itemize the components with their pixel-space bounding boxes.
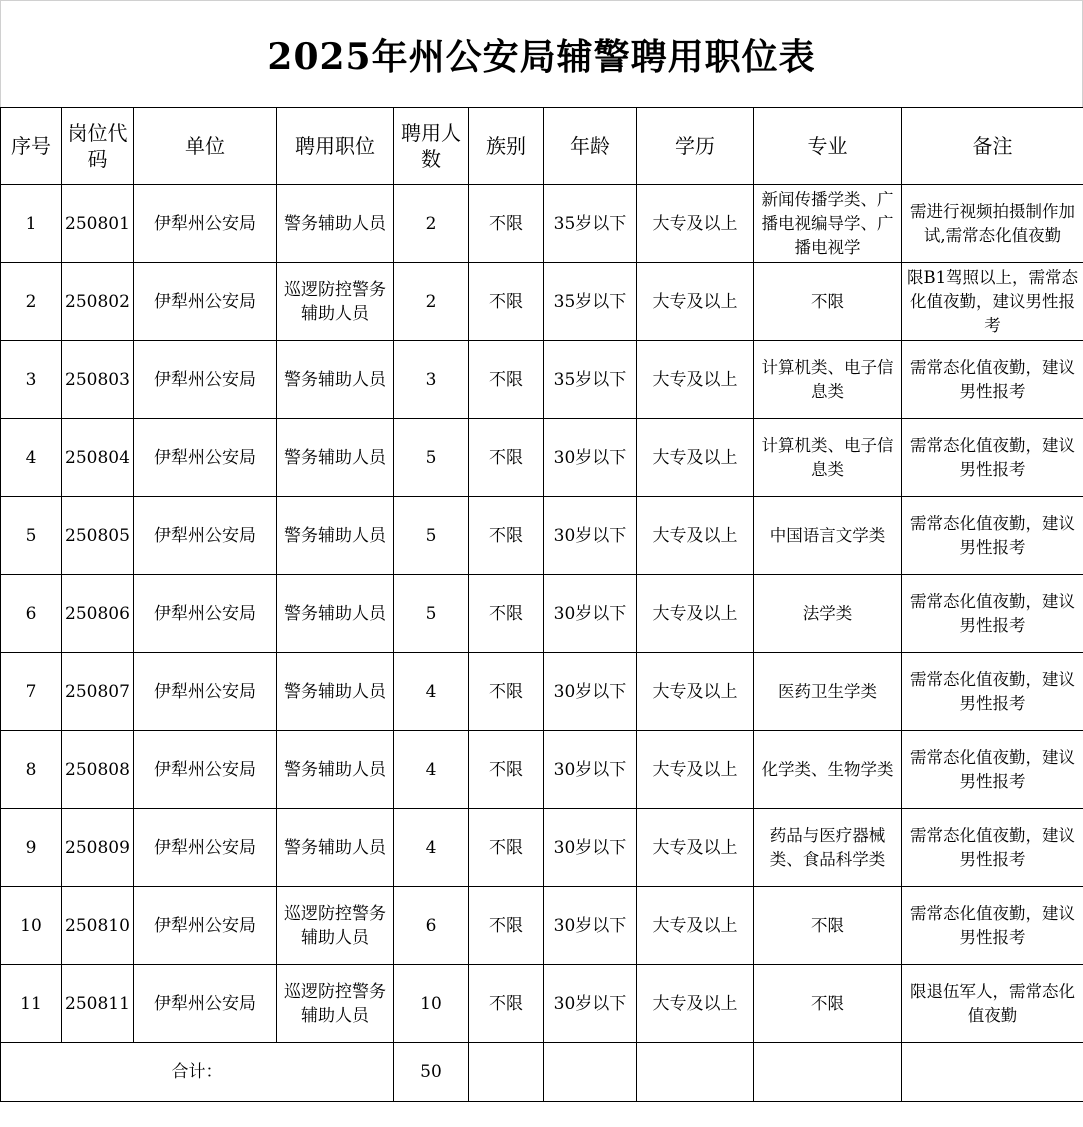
cell-index: 6 <box>1 575 62 653</box>
cell-position: 警务辅助人员 <box>277 497 394 575</box>
cell-count: 5 <box>394 575 469 653</box>
cell-code: 250804 <box>62 419 134 497</box>
cell-ethnicity: 不限 <box>469 263 544 341</box>
header-unit: 单位 <box>134 108 277 185</box>
cell-major: 中国语言文学类 <box>754 497 902 575</box>
cell-code: 250806 <box>62 575 134 653</box>
table-row <box>1 263 1083 341</box>
cell-code: 250808 <box>62 731 134 809</box>
cell-unit: 伊犁州公安局 <box>134 419 277 497</box>
cell-unit: 伊犁州公安局 <box>134 575 277 653</box>
cell-unit: 伊犁州公安局 <box>134 887 277 965</box>
total-empty-cell <box>544 1043 637 1102</box>
cell-index: 4 <box>1 419 62 497</box>
cell-ethnicity: 不限 <box>469 497 544 575</box>
total-empty-cell <box>754 1043 902 1102</box>
cell-index: 10 <box>1 887 62 965</box>
cell-major: 不限 <box>754 965 902 1043</box>
cell-code: 250810 <box>62 887 134 965</box>
cell-major: 法学类 <box>754 575 902 653</box>
cell-position: 警务辅助人员 <box>277 731 394 809</box>
cell-education: 大专及以上 <box>637 263 754 341</box>
table-row <box>1 575 1083 653</box>
cell-position: 警务辅助人员 <box>277 653 394 731</box>
cell-code: 250809 <box>62 809 134 887</box>
cell-index: 5 <box>1 497 62 575</box>
cell-index: 9 <box>1 809 62 887</box>
table-header-row <box>1 108 1083 185</box>
cell-remarks: 需常态化值夜勤，建议男性报考 <box>902 341 1083 419</box>
cell-ethnicity: 不限 <box>469 341 544 419</box>
cell-unit: 伊犁州公安局 <box>134 731 277 809</box>
header-major: 专业 <box>754 108 902 185</box>
table-row <box>1 809 1083 887</box>
cell-major: 计算机类、电子信息类 <box>754 419 902 497</box>
cell-remarks: 需常态化值夜勤，建议男性报考 <box>902 653 1083 731</box>
cell-age: 30岁以下 <box>544 419 637 497</box>
cell-position: 警务辅助人员 <box>277 419 394 497</box>
header-age: 年龄 <box>544 108 637 185</box>
header-code: 岗位代码 <box>62 108 134 185</box>
cell-remarks: 需常态化值夜勤，建议男性报考 <box>902 731 1083 809</box>
cell-education: 大专及以上 <box>637 965 754 1043</box>
header-education: 学历 <box>637 108 754 185</box>
cell-age: 30岁以下 <box>544 809 637 887</box>
cell-index: 1 <box>1 185 62 263</box>
cell-count: 2 <box>394 263 469 341</box>
cell-age: 30岁以下 <box>544 575 637 653</box>
cell-major: 化学类、生物学类 <box>754 731 902 809</box>
cell-code: 250807 <box>62 653 134 731</box>
cell-remarks: 需常态化值夜勤，建议男性报考 <box>902 887 1083 965</box>
cell-age: 30岁以下 <box>544 497 637 575</box>
cell-code: 250801 <box>62 185 134 263</box>
cell-position: 巡逻防控警务辅助人员 <box>277 965 394 1043</box>
total-empty-cell <box>469 1043 544 1102</box>
cell-position: 警务辅助人员 <box>277 575 394 653</box>
cell-unit: 伊犁州公安局 <box>134 965 277 1043</box>
cell-age: 35岁以下 <box>544 263 637 341</box>
cell-ethnicity: 不限 <box>469 731 544 809</box>
cell-age: 35岁以下 <box>544 185 637 263</box>
total-row <box>1 1043 1083 1102</box>
table-row <box>1 341 1083 419</box>
cell-index: 3 <box>1 341 62 419</box>
cell-remarks: 需常态化值夜勤，建议男性报考 <box>902 497 1083 575</box>
cell-age: 30岁以下 <box>544 731 637 809</box>
table-row <box>1 965 1083 1043</box>
header-count: 聘用人数 <box>394 108 469 185</box>
cell-unit: 伊犁州公安局 <box>134 809 277 887</box>
cell-count: 6 <box>394 887 469 965</box>
table-row <box>1 653 1083 731</box>
cell-remarks: 需常态化值夜勤，建议男性报考 <box>902 809 1083 887</box>
header-position: 聘用职位 <box>277 108 394 185</box>
cell-count: 4 <box>394 809 469 887</box>
cell-count: 5 <box>394 419 469 497</box>
cell-ethnicity: 不限 <box>469 965 544 1043</box>
total-count: 50 <box>394 1043 469 1102</box>
cell-education: 大专及以上 <box>637 887 754 965</box>
cell-index: 2 <box>1 263 62 341</box>
cell-education: 大专及以上 <box>637 575 754 653</box>
title-bar <box>0 0 1083 108</box>
cell-code: 250802 <box>62 263 134 341</box>
cell-unit: 伊犁州公安局 <box>134 185 277 263</box>
header-ethnicity: 族别 <box>469 108 544 185</box>
table-row <box>1 887 1083 965</box>
cell-ethnicity: 不限 <box>469 809 544 887</box>
cell-major: 医药卫生学类 <box>754 653 902 731</box>
table-row <box>1 185 1083 263</box>
table-row <box>1 497 1083 575</box>
cell-age: 30岁以下 <box>544 887 637 965</box>
cell-code: 250811 <box>62 965 134 1043</box>
cell-unit: 伊犁州公安局 <box>134 263 277 341</box>
cell-major: 计算机类、电子信息类 <box>754 341 902 419</box>
cell-age: 30岁以下 <box>544 965 637 1043</box>
cell-unit: 伊犁州公安局 <box>134 653 277 731</box>
cell-unit: 伊犁州公安局 <box>134 341 277 419</box>
total-empty-cell <box>902 1043 1083 1102</box>
header-index: 序号 <box>1 108 62 185</box>
cell-ethnicity: 不限 <box>469 185 544 263</box>
cell-code: 250803 <box>62 341 134 419</box>
cell-count: 5 <box>394 497 469 575</box>
table-row <box>1 731 1083 809</box>
cell-major: 药品与医疗器械类、食品科学类 <box>754 809 902 887</box>
cell-education: 大专及以上 <box>637 809 754 887</box>
cell-unit: 伊犁州公安局 <box>134 497 277 575</box>
cell-education: 大专及以上 <box>637 653 754 731</box>
header-remarks: 备注 <box>902 108 1083 185</box>
cell-education: 大专及以上 <box>637 185 754 263</box>
cell-position: 警务辅助人员 <box>277 341 394 419</box>
cell-remarks: 限退伍军人，需常态化值夜勤 <box>902 965 1083 1043</box>
cell-education: 大专及以上 <box>637 731 754 809</box>
cell-ethnicity: 不限 <box>469 653 544 731</box>
cell-code: 250805 <box>62 497 134 575</box>
total-label: 合计： <box>1 1043 394 1102</box>
cell-ethnicity: 不限 <box>469 575 544 653</box>
cell-index: 11 <box>1 965 62 1043</box>
cell-count: 3 <box>394 341 469 419</box>
cell-count: 2 <box>394 185 469 263</box>
cell-education: 大专及以上 <box>637 497 754 575</box>
cell-count: 4 <box>394 653 469 731</box>
cell-age: 35岁以下 <box>544 341 637 419</box>
cell-index: 8 <box>1 731 62 809</box>
cell-position: 巡逻防控警务辅助人员 <box>277 263 394 341</box>
positions-table <box>0 107 1083 1102</box>
cell-count: 10 <box>394 965 469 1043</box>
cell-major: 不限 <box>754 263 902 341</box>
total-empty-cell <box>637 1043 754 1102</box>
cell-position: 警务辅助人员 <box>277 809 394 887</box>
cell-age: 30岁以下 <box>544 653 637 731</box>
cell-major: 新闻传播学类、广播电视编导学、广播电视学 <box>754 185 902 263</box>
cell-remarks: 限B1驾照以上，需常态化值夜勤，建议男性报考 <box>902 263 1083 341</box>
cell-position: 警务辅助人员 <box>277 185 394 263</box>
cell-ethnicity: 不限 <box>469 419 544 497</box>
cell-remarks: 需常态化值夜勤，建议男性报考 <box>902 419 1083 497</box>
cell-major: 不限 <box>754 887 902 965</box>
cell-position: 巡逻防控警务辅助人员 <box>277 887 394 965</box>
cell-index: 7 <box>1 653 62 731</box>
cell-education: 大专及以上 <box>637 419 754 497</box>
cell-remarks: 需进行视频拍摄制作加试,需常态化值夜勤 <box>902 185 1083 263</box>
cell-count: 4 <box>394 731 469 809</box>
cell-remarks: 需常态化值夜勤，建议男性报考 <box>902 575 1083 653</box>
cell-education: 大专及以上 <box>637 341 754 419</box>
page-title: 2025年州公安局辅警聘用职位表 <box>267 36 816 78</box>
table-row <box>1 419 1083 497</box>
cell-ethnicity: 不限 <box>469 887 544 965</box>
